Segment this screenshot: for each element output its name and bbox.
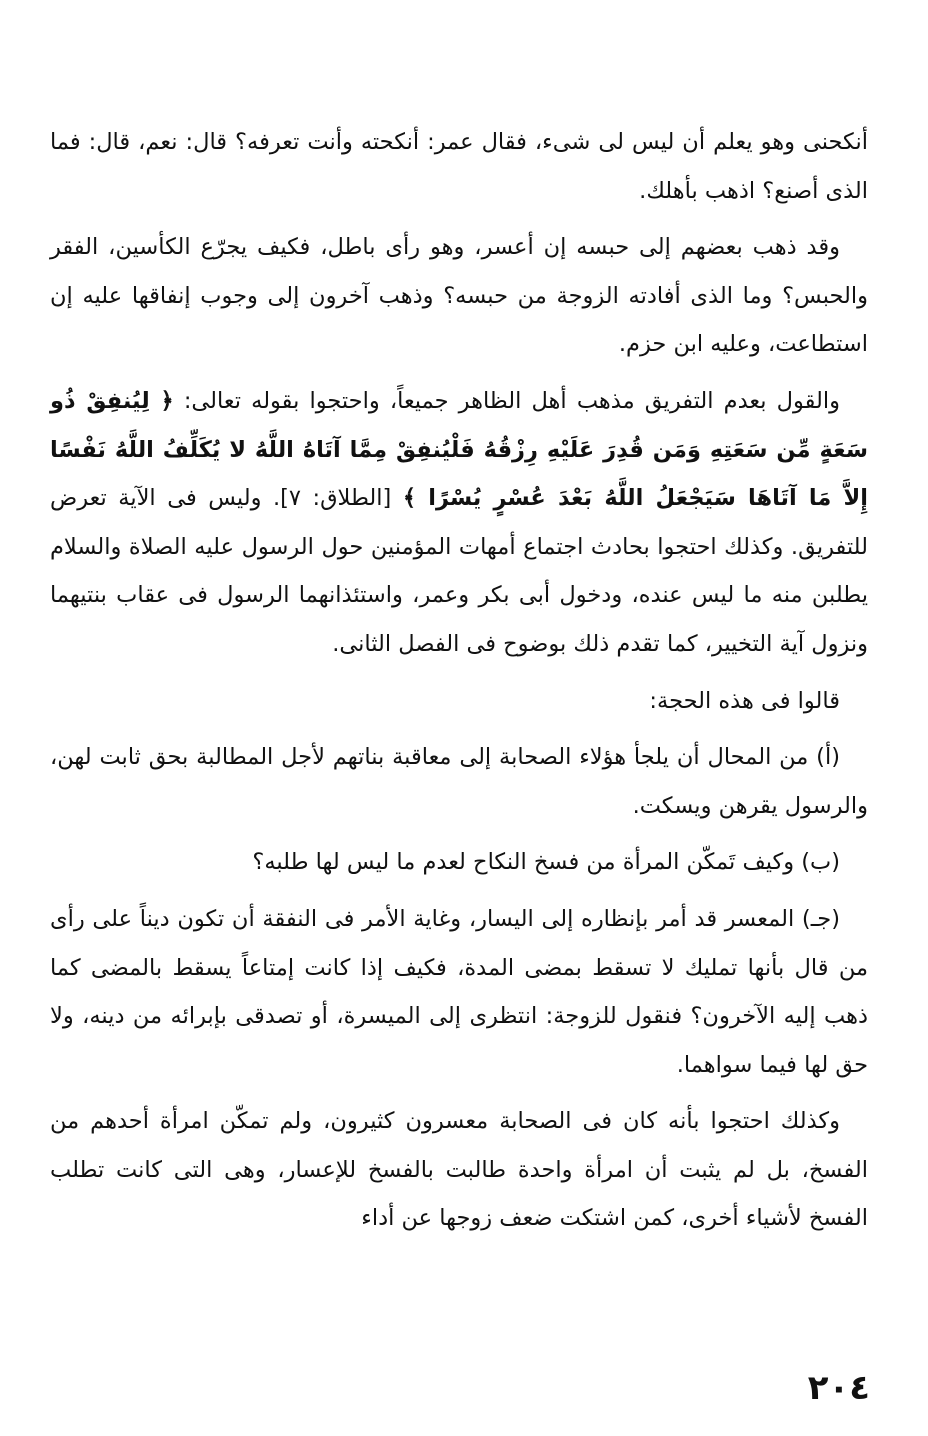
quran-verse: ﴿ لِيُنفِقْ ذُو سَعَةٍ مِّن سَعَتِهِ وَمَن قُدِرَ عَلَيْهِ رِزْقُهُ فَلْيُنفِقْ مِمَّا آتَاهُ اللَّهُ لا يُكَلِّفُ اللَّهُ نَفْسًا إِلاَّ مَا آتَاهَا سَيَجْعَلُ اللَّهُ بَعْدَ عُسْرٍ يُسْرًا ﴾	[50, 387, 868, 512]
document-body	[50, 118, 868, 1251]
paragraph-3-rest: [الطلاق: ٧]. وليس فى الآية تعرض للتفريق. وكذلك احتجوا بحادث اجتماع أمهات المؤمنين حول الرسول عليه الصلاة والسلام يطلبن منه ما ليس عنده، ودخول أبى بكر وعمر، واستئذانهما الرسول فى عقاب بنتيهما ونزول آية التخيير، كما تقدم ذلك بوضوح فى الفصل الثانى.	[50, 485, 868, 657]
paragraph-4: قالوا فى هذه الحجة:	[649, 687, 840, 714]
paragraph-3	[50, 377, 868, 669]
paragraph-7: (جـ) المعسر قد أمر بإنظاره إلى اليسار، وغاية الأمر فى النفقة أن تكون ديناً على رأى من قال بأنها تمليك لا تسقط بمضى المدة، فكيف إذا كانت إمتاعاً يسقط بالمضى كما ذهب إليه الآخرون؟ فنقول للزوجة: انتظرى إلى الميسرة، أو تصدقى بإبرائه من دينه، ولا حق لها فيما سواهما.	[50, 905, 868, 1078]
paragraph-1: أنكحنى وهو يعلم أن ليس لى شىء، فقال عمر: أنكحته وأنت تعرفه؟ قال: نعم، قال: فما الذى أصنع؟ اذهب بأهلك.	[50, 129, 868, 204]
paragraph-8: وكذلك احتجوا بأنه كان فى الصحابة معسرون كثيرون، ولم تمكّن امرأة أحدهم من الفسخ، بل لم يثبت أن امرأة واحدة طالبت بالفسخ للإعسار، وهى التى كانت تطلب الفسخ لأشياء أخرى، كمن اشتكت ضعف زوجها عن أداء	[50, 1108, 868, 1232]
paragraph-5: (أ) من المحال أن يلجأ هؤلاء الصحابة إلى معاقبة بناتهم لأجل المطالبة بحق ثابت لهن، والرسول يقرهن ويسكت.	[50, 744, 868, 819]
paragraph-6: (ب) وكيف تَمكّن المرأة من فسخ النكاح لعدم ما ليس لها طلبه؟	[252, 849, 840, 876]
paragraph-3-intro: والقول بعدم التفريق مذهب أهل الظاهر جميعاً، واحتجوا بقوله تعالى:	[183, 387, 840, 414]
page-number: ٢٠٤	[807, 1368, 870, 1408]
paragraph-2: وقد ذهب بعضهم إلى حبسه إن أعسر، وهو رأى باطل، فكيف يجرّع الكأسين، الفقر والحبس؟ وما الذى أفادته الزوجة من حبسه؟ وذهب آخرون إلى وجوب إنفاقها عليه إن استطاعت، وعليه ابن حزم.	[50, 234, 868, 358]
